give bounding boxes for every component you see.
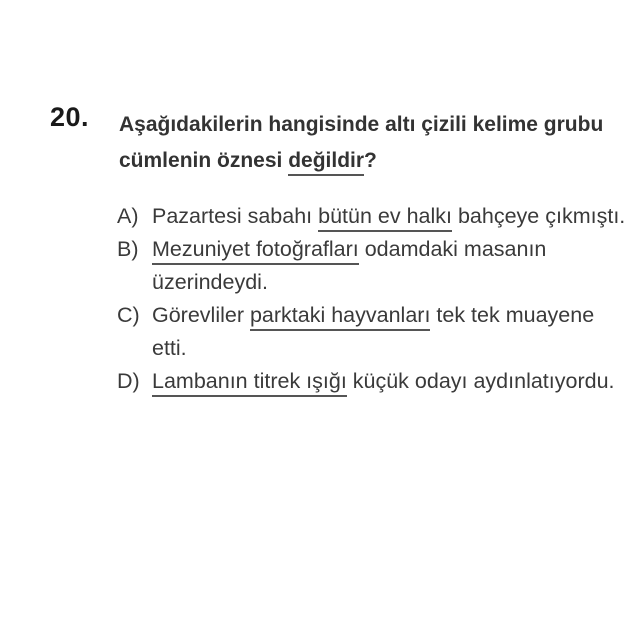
option-text-post: küçük odayı aydınlatıyordu. (346, 369, 615, 393)
option-text (152, 365, 632, 398)
question-stem-mark: ? (364, 149, 377, 172)
option-letter: C) (117, 303, 140, 327)
option-text (152, 299, 632, 365)
answer-options (117, 200, 632, 398)
option-letter: D) (117, 369, 140, 393)
option-text (152, 233, 632, 299)
option-d[interactable] (117, 365, 632, 398)
option-underlined-phrase: Mezuniyet fotoğrafları (152, 237, 359, 265)
option-text-post: bahçeye çıkmıştı. (452, 204, 626, 228)
option-letter: A) (117, 204, 139, 228)
option-underlined-phrase: Lambanın titrek ışığı (152, 369, 347, 397)
option-a[interactable] (117, 200, 632, 233)
option-text-pre: Görevliler (152, 303, 250, 327)
option-text-post: odamdaki masanın üzerindeydi. (152, 237, 547, 294)
option-underlined-phrase: bütün ev halkı (318, 204, 452, 232)
option-text-post: tek tek muayene etti. (152, 303, 595, 360)
question-stem-negation-underlined: değildir (288, 149, 364, 176)
option-text-pre: Pazartesi sabahı (152, 204, 319, 228)
option-letter: B) (117, 237, 139, 261)
option-text (152, 200, 632, 233)
option-c[interactable] (117, 299, 632, 365)
option-underlined-phrase: parktaki hayvanları (250, 303, 430, 331)
question-number: 20. (50, 102, 90, 132)
question-stem-text: Aşağıdakilerin hangisinde altı çizili kelime grubu cümlenin öznesi (119, 113, 604, 172)
question-stem (119, 107, 629, 179)
option-b[interactable] (117, 233, 632, 299)
